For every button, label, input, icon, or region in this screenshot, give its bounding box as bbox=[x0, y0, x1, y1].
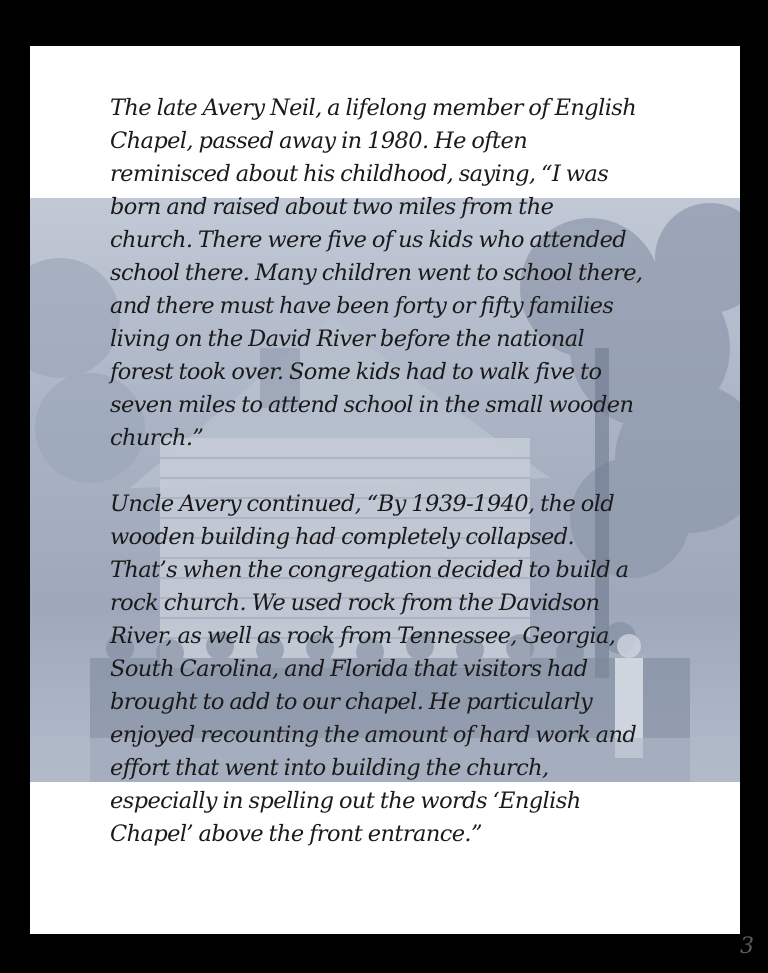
document-page bbox=[30, 46, 740, 934]
paragraph-1 bbox=[110, 92, 670, 455]
text-line: Chapel, passed away in 1980. He often bbox=[110, 128, 528, 154]
text-line: enjoyed recounting the amount of hard work and bbox=[110, 722, 637, 748]
text-line: forest took over. Some kids had to walk five to bbox=[110, 359, 602, 385]
text-line: wooden building had completely collapsed. bbox=[110, 524, 575, 550]
text-line: living on the David River before the national bbox=[110, 326, 585, 352]
text-line: school there. Many children went to school there, bbox=[110, 260, 643, 286]
page-number: 3 bbox=[740, 934, 754, 959]
text-line: seven miles to attend school in the small wooden bbox=[110, 392, 634, 418]
text-line: Chapel’ above the front entrance.” bbox=[110, 821, 482, 847]
text-line: River, as well as rock from Tennessee, Georgia, bbox=[110, 623, 616, 649]
text-line: South Carolina, and Florida that visitors had bbox=[110, 656, 588, 682]
text-line: especially in spelling out the words ‘English bbox=[110, 788, 581, 814]
text-line: and there must have been forty or fifty families bbox=[110, 293, 614, 319]
text-line: brought to add to our chapel. He particularly bbox=[110, 689, 593, 715]
text-line: Uncle Avery continued, “By 1939-1940, the old bbox=[110, 491, 615, 517]
text-line: That’s when the congregation decided to build a bbox=[110, 557, 629, 583]
text-line: born and raised about two miles from the bbox=[110, 194, 554, 220]
text-line: effort that went into building the church, bbox=[110, 755, 549, 781]
article-text bbox=[110, 92, 670, 851]
text-line: church. There were five of us kids who attended bbox=[110, 227, 627, 253]
text-line: The late Avery Neil, a lifelong member of English bbox=[110, 95, 637, 121]
text-line: reminisced about his childhood, saying, “I was bbox=[110, 161, 609, 187]
text-line: church.” bbox=[110, 425, 204, 451]
text-line: rock church. We used rock from the Davidson bbox=[110, 590, 600, 616]
paragraph-2 bbox=[110, 488, 670, 851]
